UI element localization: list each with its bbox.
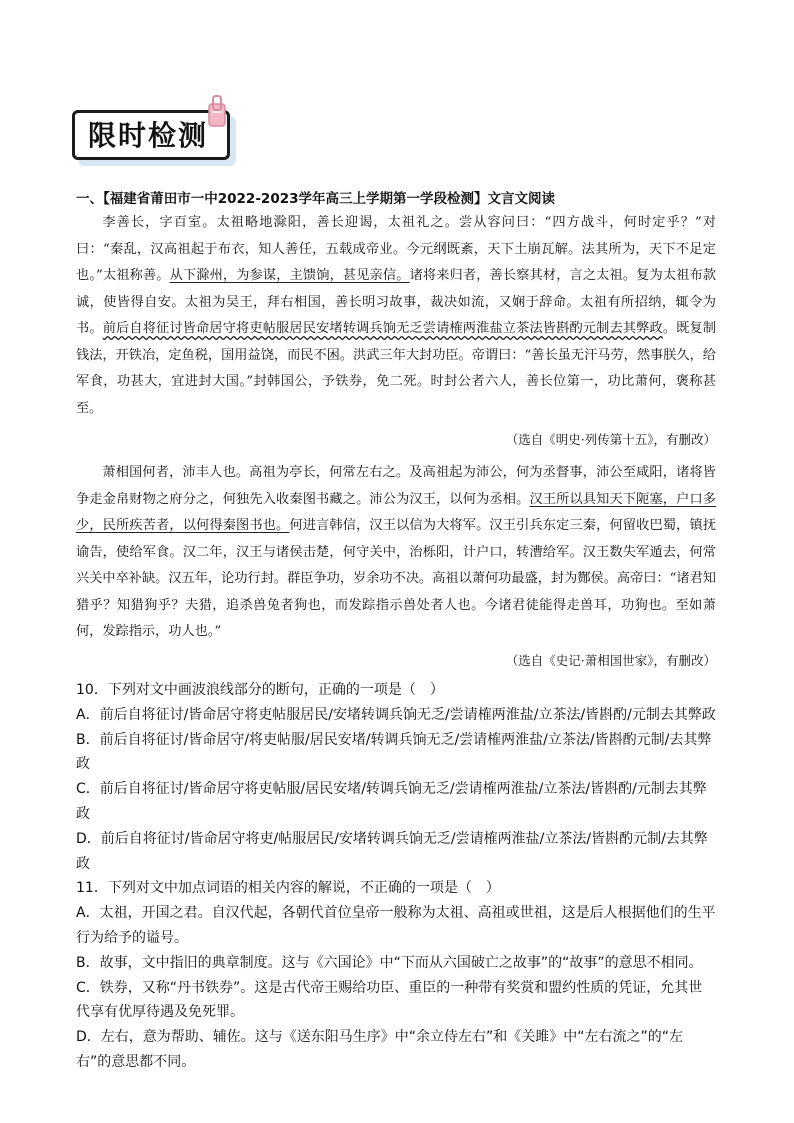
question-11-option-c: C．铁券，又称“丹书铁券”。这是古代帝王赐给功臣、重臣的一种带有奖赏和盟约性质的凭证，允其世代享有优厚待遇及免死罪。 bbox=[76, 979, 703, 1021]
passage-1-underlined-sentence: 从下滁州，为参谋，主馈饷，甚见亲信。 bbox=[169, 268, 410, 283]
section-number: 一、 bbox=[76, 191, 103, 207]
question-11-option-d: D．左右，意为帮助、辅佐。这与《送东阳马生序》中“余立侍左右”和《关雎》中“左右流之”的“左右”的意思都不同。 bbox=[76, 1029, 684, 1070]
question-11-option-b: B．故事，文中指旧的典章制度。这与《六国论》中“下而从六国破亡之故事”的“故事”的意思不相同。 bbox=[76, 954, 703, 971]
passage-1-text-b: 诸将来归者，善长察其材，言之太祖。复为太祖布款诚，使皆得自安。太祖为吴王，拜右相国，善长明习故事，裁决如流，又娴于辞命。太祖有所招纳，辄令为书。 bbox=[76, 268, 717, 336]
question-10-option-a: A．前后自将征讨/皆命居守将吏帖服居民/安堵转调兵饷无乏/尝请榷两淮盐/立茶法/皆斟酌/元制去其弊政 bbox=[76, 706, 716, 723]
paperclip-icon bbox=[206, 94, 228, 128]
passage-2-text-a: 萧相国何者，沛丰人也。高祖为亭长，何常左右之。及高祖起为沛公，何为丞督事，沛公至咸阳，诸将皆争走金帛财物之府分之，何独先入收秦图书藏之。沛公为汉王，以何为丞相。 bbox=[76, 465, 716, 507]
passage-2-source: （选自《史记·萧相国世家》，有删改） bbox=[505, 653, 716, 668]
passage-1-text-a: 李善长，字百室。太祖略地滁阳，善长迎谒，太祖礼之。尝从容问曰：“四方战斗，何时定乎？”对曰：“秦乱，汉高祖起于布衣，知人善任，五载成帝业。今元纲既紊，天下土崩瓦解。法其所为，天下不足定也。”太祖称善。 bbox=[76, 215, 716, 283]
banner-title: 限时检测 bbox=[88, 119, 209, 152]
questions bbox=[76, 678, 716, 1075]
section-heading bbox=[76, 187, 716, 207]
passage-2-underlined-sentence: 汉王所以具知天下阨塞，户口多少，民所疾苦者，以何得秦图书也。 bbox=[76, 491, 716, 533]
passage-1 bbox=[76, 210, 716, 422]
question-11-stem: 11．下列对文中加点词语的相关内容的解说，不正确的一项是（ ） bbox=[76, 880, 500, 897]
question-10-option-c: C．前后自将征讨/皆命居守将吏帖服/居民安堵/转调兵饷无乏/尝请榷两淮盐/立茶法/皆斟酌/元制去其弊政 bbox=[76, 781, 707, 822]
question-10-stem: 10．下列对文中画波浪线部分的断句，正确的一项是（ ） bbox=[76, 682, 444, 698]
passage-2 bbox=[76, 460, 716, 646]
section-banner bbox=[72, 106, 236, 166]
passage-1-wavy-sentence: 前后自将征讨皆命居守将吏帖服居民安堵转调兵饷无乏尝请榷两淮盐立茶法皆斟酌元制去其弊政 bbox=[102, 321, 663, 336]
passage-1-text-c: 。既复制钱法，开铁冶，定鱼税，国用益饶，而民不困。洪武三年大封功臣。帝谓曰：“善长虽无汗马劳，然事朕久，给军食，功甚大，宜进封大国。”封韩国公，予铁券，免二死。时封公者六人，善长位第一，功比萧何，褒称甚至。 bbox=[76, 321, 717, 416]
passage-2-text-b: 何进言韩信，汉王以信为大将军。汉王引兵东定三秦，何留收巴蜀，镇抚谕告，使给军食。汉二年，汉王与诸侯击楚，何守关中，治栎阳，计户口，转漕给军。汉王数失军遁去，何常兴关中卒补缺。汉五年，论功行封。群臣争功，岁余功不决。高祖以萧何功最盛，封为酂侯。高帝曰：“诸君知猎乎？知猎狗乎？夫猎，追杀兽兔者狗也，而发踪指示兽处者人也。今诸君徒能得走兽耳，功狗也。至如萧何，发踪指示，功人也。” bbox=[76, 518, 717, 639]
exam-source-tag: 【福建省莆田市一中2022-2023学年高三上学期第一学段检测】 bbox=[103, 191, 488, 207]
question-11-option-a: A．太祖，开国之君。自汉代起，各朝代首位皇帝一般称为太祖、高祖或世祖，这是后人根据他们的生平行为给予的谥号。 bbox=[76, 905, 716, 946]
question-10-option-b: B．前后自将征讨/皆命居守/将吏帖服/居民安堵/转调兵饷无乏/尝请榷两淮盐/立茶法/皆斟酌元制/去其弊政 bbox=[76, 731, 712, 773]
question-10-option-d: D．前后自将征讨/皆命居守将吏/帖服居民/安堵转调兵饷无乏/尝请榷两淮盐/立茶法/皆斟酌元制/去其弊政 bbox=[76, 830, 708, 872]
section-type: 文言文阅读 bbox=[487, 191, 555, 207]
passage-1-source: （选自《明史·列传第十五》，有删改） bbox=[505, 432, 716, 447]
